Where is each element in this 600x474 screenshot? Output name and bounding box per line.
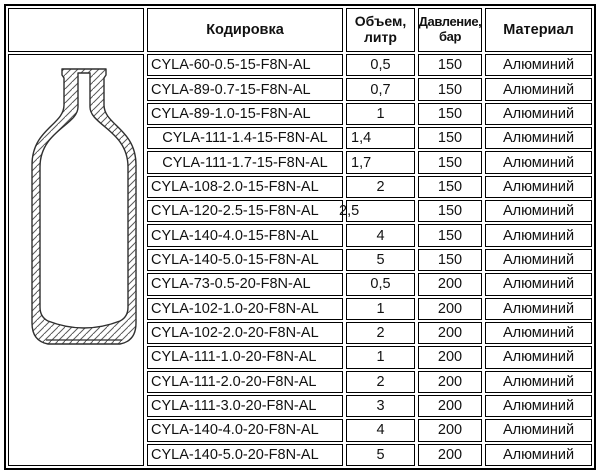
cell-volume: 2: [346, 371, 415, 393]
cell-code: CYLA-102-1.0-20-F8N-AL: [147, 298, 343, 320]
spec-table: [8, 8, 592, 466]
cell-pressure: 200: [418, 346, 482, 368]
cylinder-drawing-cell: [8, 54, 144, 466]
pressure-column-header: Давление, бар: [418, 8, 482, 52]
cell-code: CYLA-140-5.0-20-F8N-AL: [147, 444, 343, 466]
cell-code: CYLA-120-2.5-15-F8N-AL: [147, 200, 343, 222]
cell-code: CYLA-111-2.0-20-F8N-AL: [147, 371, 343, 393]
cell-material: Алюминий: [485, 151, 592, 173]
cell-code: CYLA-89-0.7-15-F8N-AL: [147, 78, 343, 100]
cell-volume: 1,7: [346, 151, 415, 173]
cell-volume: 2: [346, 322, 415, 344]
cell-material: Алюминий: [485, 224, 592, 246]
cell-code: CYLA-111-1.0-20-F8N-AL: [147, 346, 343, 368]
cell-pressure: 200: [418, 419, 482, 441]
cell-pressure: 200: [418, 395, 482, 417]
cell-material: Алюминий: [485, 395, 592, 417]
cell-pressure: 150: [418, 176, 482, 198]
cell-code: CYLA-60-0.5-15-F8N-AL: [147, 54, 343, 76]
cell-volume: 2: [346, 176, 415, 198]
material-column-header: Материал: [485, 8, 592, 52]
cell-pressure: 200: [418, 371, 482, 393]
cell-pressure: 150: [418, 78, 482, 100]
cell-material: Алюминий: [485, 444, 592, 466]
cell-code: CYLA-140-4.0-20-F8N-AL: [147, 419, 343, 441]
cell-pressure: 150: [418, 151, 482, 173]
cell-volume: 3: [346, 395, 415, 417]
cell-material: Алюминий: [485, 346, 592, 368]
code-column-header: Кодировка: [147, 8, 343, 52]
cell-material: Алюминий: [485, 322, 592, 344]
cell-volume: 5: [346, 444, 415, 466]
cell-code: CYLA-108-2.0-15-F8N-AL: [147, 176, 343, 198]
cell-pressure: 200: [418, 322, 482, 344]
cell-volume: 1: [346, 103, 415, 125]
cell-pressure: 150: [418, 103, 482, 125]
cell-pressure: 200: [418, 298, 482, 320]
cell-material: Алюминий: [485, 371, 592, 393]
cell-material: Алюминий: [485, 176, 592, 198]
cell-material: Алюминий: [485, 249, 592, 271]
cell-material: Алюминий: [485, 298, 592, 320]
cell-volume: 0,5: [346, 54, 415, 76]
cell-pressure: 200: [418, 444, 482, 466]
cell-volume: 0,5: [346, 273, 415, 295]
cell-code: CYLA-140-5.0-15-F8N-AL: [147, 249, 343, 271]
cell-pressure: 150: [418, 200, 482, 222]
cell-code: CYLA-89-1.0-15-F8N-AL: [147, 103, 343, 125]
cell-volume: 1,4: [346, 127, 415, 149]
cell-volume: 5: [346, 249, 415, 271]
cell-pressure: 150: [418, 249, 482, 271]
cell-material: Алюминий: [485, 200, 592, 222]
cell-code: CYLA-111-1.4-15-F8N-AL: [147, 127, 343, 149]
spec-table-frame: [4, 4, 596, 470]
cell-material: Алюминий: [485, 273, 592, 295]
cell-pressure: 150: [418, 54, 482, 76]
cell-code: CYLA-111-1.7-15-F8N-AL: [147, 151, 343, 173]
cell-material: Алюминий: [485, 78, 592, 100]
volume-column-header: Объем, литр: [346, 8, 415, 52]
cell-material: Алюминий: [485, 419, 592, 441]
cell-material: Алюминий: [485, 127, 592, 149]
cell-code: CYLA-111-3.0-20-F8N-AL: [147, 395, 343, 417]
cell-material: Алюминий: [485, 54, 592, 76]
drawing-column-header: [8, 8, 144, 52]
cell-pressure: 200: [418, 273, 482, 295]
cell-volume: 0,7: [346, 78, 415, 100]
cell-pressure: 150: [418, 127, 482, 149]
cell-volume: 1: [346, 346, 415, 368]
cell-volume: 1: [346, 298, 415, 320]
cell-code: CYLA-102-2.0-20-F8N-AL: [147, 322, 343, 344]
cell-code: CYLA-73-0.5-20-F8N-AL: [147, 273, 343, 295]
cell-material: Алюминий: [485, 103, 592, 125]
cell-volume: 2,5: [346, 200, 415, 222]
cell-volume: 4: [346, 419, 415, 441]
cell-code: CYLA-140-4.0-15-F8N-AL: [147, 224, 343, 246]
cell-volume: 4: [346, 224, 415, 246]
cylinder-cross-section-icon: [16, 61, 148, 361]
cell-pressure: 150: [418, 224, 482, 246]
